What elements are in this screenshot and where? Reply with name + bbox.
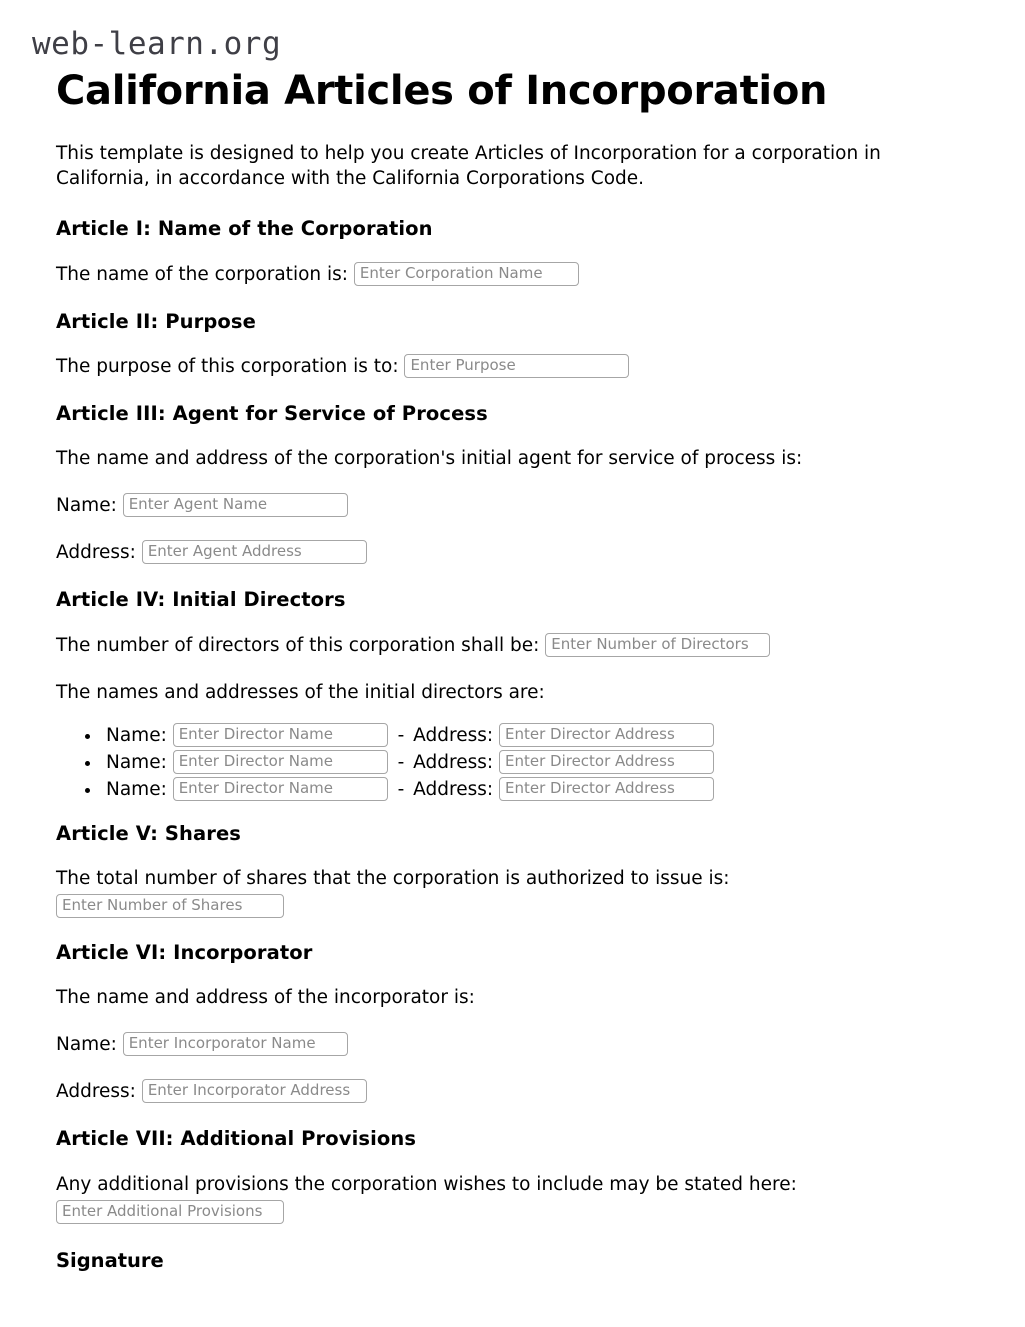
article-7-heading: Article VII: Additional Provisions (56, 1127, 417, 1151)
page-title: California Articles of Incorporation (56, 68, 828, 114)
article-2-purpose-label: The purpose of this corporation is to: (56, 355, 399, 377)
article-6-name-line (56, 1033, 961, 1058)
additional-provisions-input[interactable]: Enter Additional Provisions (56, 1200, 284, 1224)
article-3-description: The name and address of the corporation's initial agent for service of process is: (56, 448, 803, 470)
director-name-label: Name: (106, 778, 167, 800)
director-name-label: Name: (106, 751, 167, 773)
incorporator-address-input[interactable]: Enter Incorporator Address (142, 1079, 367, 1103)
agent-address-label: Address: (56, 542, 136, 564)
article-2-purpose-line (56, 355, 961, 380)
director-name-input[interactable]: Enter Director Name (173, 777, 388, 801)
incorporator-address-label: Address: (56, 1081, 136, 1103)
corporation-name-input[interactable]: Enter Corporation Name (354, 262, 579, 286)
director-address-label: Address: (413, 724, 494, 746)
article-6-address-line (56, 1080, 961, 1105)
provisions-label: Any additional provisions the corporation wishes to include may be stated here: (56, 1173, 797, 1195)
article-6-description: The name and address of the incorporator is: (56, 987, 475, 1009)
article-4-heading: Article IV: Initial Directors (56, 588, 346, 612)
director-address-input[interactable]: Enter Director Address (499, 750, 714, 774)
article-4-list-label: The names and addresses of the initial directors are: (56, 681, 545, 703)
article-1-name-line (56, 263, 961, 288)
directors-list (56, 724, 961, 802)
director-name-input[interactable]: Enter Director Name (173, 750, 388, 774)
incorporator-name-label: Name: (56, 1034, 117, 1056)
article-1-heading: Article I: Name of the Corporation (56, 217, 433, 241)
article-2-heading: Article II: Purpose (56, 309, 256, 333)
document-content (56, 68, 961, 1272)
shares-label: The total number of shares that the corporation is authorized to issue is: (56, 867, 730, 889)
article-5-shares-line (56, 867, 961, 919)
row-separator: - (397, 778, 405, 800)
article-3-heading: Article III: Agent for Service of Process (56, 401, 488, 425)
row-separator: - (397, 751, 405, 773)
article-7-provisions-line (56, 1173, 961, 1225)
agent-name-input[interactable]: Enter Agent Name (123, 493, 348, 517)
intro-paragraph: This template is designed to help you create Articles of Incorporation for a corporation in California, in accordance with the California Corporations Code. (56, 143, 881, 189)
site-logo: web-learn.org (32, 26, 282, 62)
agent-name-label: Name: (56, 495, 117, 517)
purpose-input[interactable]: Enter Purpose (404, 354, 629, 378)
director-name-input[interactable]: Enter Director Name (173, 723, 388, 747)
list-item (102, 751, 961, 775)
director-name-label: Name: (106, 724, 167, 746)
article-6-heading: Article VI: Incorporator (56, 940, 313, 964)
article-1-name-label: The name of the corporation is: (56, 263, 349, 285)
list-item (102, 724, 961, 748)
director-count-label: The number of directors of this corporation shall be: (56, 634, 540, 656)
agent-address-input[interactable]: Enter Agent Address (142, 540, 367, 564)
shares-input[interactable]: Enter Number of Shares (56, 894, 284, 918)
list-item (102, 778, 961, 802)
director-address-input[interactable]: Enter Director Address (499, 723, 714, 747)
director-count-input[interactable]: Enter Number of Directors (545, 633, 770, 657)
director-address-input[interactable]: Enter Director Address (499, 777, 714, 801)
signature-heading: Signature (56, 1248, 164, 1272)
article-3-name-line (56, 494, 961, 519)
incorporator-name-input[interactable]: Enter Incorporator Name (123, 1032, 348, 1056)
director-address-label: Address: (413, 778, 494, 800)
article-4-count-line (56, 634, 961, 659)
article-3-address-line (56, 541, 961, 566)
row-separator: - (397, 724, 405, 746)
article-5-heading: Article V: Shares (56, 821, 242, 845)
director-address-label: Address: (413, 751, 494, 773)
